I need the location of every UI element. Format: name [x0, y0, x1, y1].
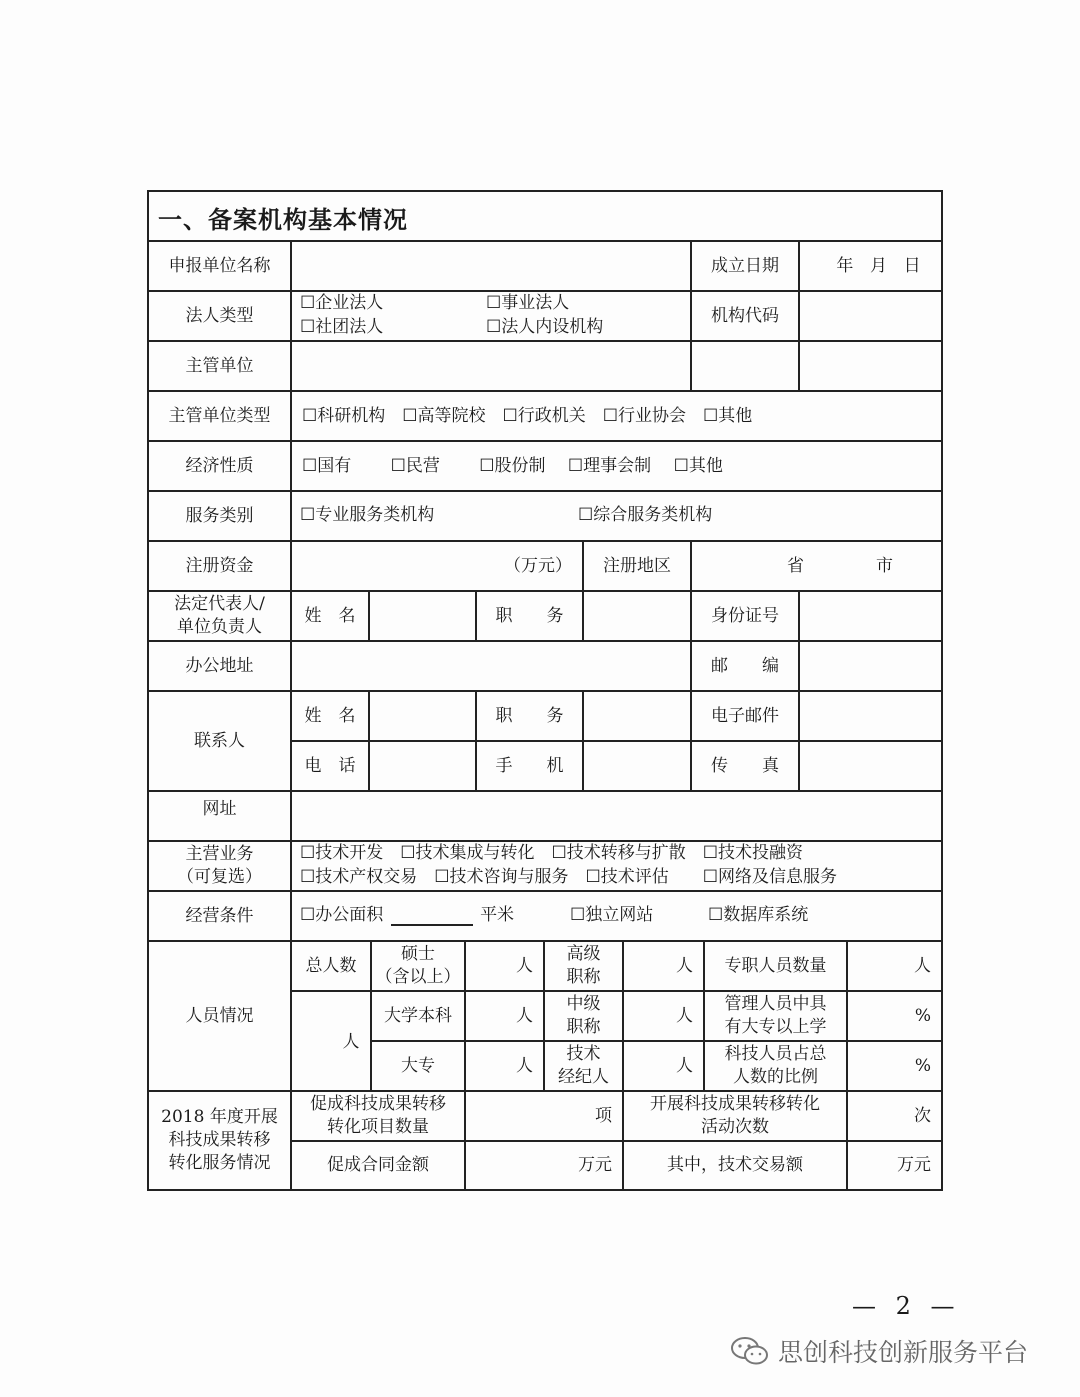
master-unit: 人: [516, 955, 533, 976]
label-contact-position: 职 务: [495, 705, 564, 726]
label-ratio-line2: 人数的比例: [733, 1067, 818, 1087]
label-fulltime-staff: 专职人员数量: [724, 955, 827, 976]
label-senior-title: [545, 942, 622, 990]
legal-type-internal-checkbox[interactable]: ☐法人内设机构: [486, 317, 604, 337]
label-mgmt-line2: 有大专以上学: [724, 1017, 827, 1037]
senior-unit: 人: [676, 955, 693, 976]
label-legal-rep-line1: 法定代表人/: [174, 594, 265, 614]
label-supervisor: 主管单位: [185, 355, 254, 376]
label-operating-conditions: 经营条件: [185, 905, 254, 926]
label-org-code: 机构代码: [711, 305, 779, 326]
label-tech-ratio: [705, 1042, 846, 1090]
label-fax: 传 真: [711, 755, 779, 776]
label-project-line1: 促成科技成果转移: [310, 1094, 446, 1114]
label-bachelor: 大学本科: [384, 1005, 452, 1026]
label-tech-broker: [545, 1042, 622, 1090]
year-label: 年: [836, 255, 854, 276]
label-2018-service: [149, 1092, 290, 1189]
label-mgmt-line1: 管理人员中具: [724, 994, 827, 1014]
own-website-checkbox[interactable]: ☐独立网站: [570, 905, 654, 925]
section-title: 一、备案机构基本情况: [158, 206, 408, 234]
label-ratio-line1: 科技人员占总: [724, 1044, 827, 1064]
day-label: 日: [903, 255, 921, 276]
label-2018-line2: 科技成果转移: [168, 1130, 271, 1150]
total-staff-unit: 人: [342, 1031, 360, 1052]
label-office-address: 办公地址: [185, 655, 254, 676]
label-tech-trade-amount: 其中，技术交易额: [667, 1155, 803, 1175]
month-label: 月: [869, 255, 887, 276]
label-contract-amount: 促成合同金额: [327, 1155, 429, 1175]
label-middle-line2: 职称: [566, 1017, 601, 1037]
label-middle-title: [545, 992, 622, 1040]
legal-type-institution-checkbox[interactable]: ☐事业法人: [486, 293, 570, 313]
label-master-line1: 硕士: [401, 944, 435, 964]
label-personnel: 人员情况: [185, 1005, 254, 1026]
label-rep-name: 姓 名: [304, 605, 356, 626]
label-website: 网址: [202, 798, 237, 819]
label-contact-name: 姓 名: [304, 705, 356, 726]
label-mobile: 手 机: [495, 755, 564, 776]
page-number: — 2 —: [852, 1292, 961, 1320]
label-mgmt-college: [705, 992, 846, 1040]
province-label: 省: [787, 555, 804, 576]
label-college: 大专: [401, 1055, 435, 1076]
label-2018-line3: 转化服务情况: [168, 1153, 271, 1173]
activity-count-unit: 次: [914, 1105, 931, 1126]
label-master: [372, 942, 464, 990]
mgmt-pct-unit: %: [914, 1005, 931, 1026]
service-comprehensive-checkbox[interactable]: ☐综合服务类机构: [578, 505, 713, 525]
label-project-line2: 转化项目数量: [327, 1117, 429, 1137]
wechat-icon: [730, 1336, 770, 1366]
city-label: 市: [876, 555, 893, 576]
bachelor-unit: 人: [516, 1005, 533, 1026]
label-contact: 联系人: [194, 730, 245, 751]
contract-amount-unit: 万元: [578, 1155, 612, 1175]
fulltime-unit: 人: [914, 955, 931, 976]
label-activity-line2: 活动次数: [701, 1117, 769, 1137]
label-main-business-line2: （可复选）: [177, 867, 262, 887]
supervisor-type-options[interactable]: ☐科研机构 ☐高等院校 ☐行政机关 ☐行业协会 ☐其他: [302, 405, 753, 426]
label-rep-position: 职 务: [495, 605, 564, 626]
label-id-number: 身份证号: [711, 605, 779, 626]
office-area-input[interactable]: [391, 906, 473, 926]
office-area-unit: 平米: [480, 905, 515, 925]
office-area-checkbox[interactable]: [300, 904, 514, 927]
economic-nature-options[interactable]: ☐国有 ☐民营 ☐股份制 ☐理事会制 ☐其他: [302, 455, 723, 476]
service-professional-checkbox[interactable]: ☐专业服务类机构: [300, 505, 435, 525]
tech-trade-unit: 万元: [897, 1155, 931, 1175]
label-legal-rep: [149, 592, 290, 640]
main-business-options-line2[interactable]: ☐技术产权交易 ☐技术咨询与服务 ☐技术评估 ☐网络及信息服务: [300, 867, 837, 887]
label-broker-line2: 经纪人: [558, 1067, 609, 1087]
label-phone: 电 话: [304, 755, 356, 776]
applicant-name-field[interactable]: [292, 242, 690, 290]
label-project-count: [292, 1092, 464, 1140]
project-count-unit: 项: [595, 1105, 612, 1126]
label-postcode: 邮 编: [711, 655, 779, 676]
label-registered-region: 注册地区: [603, 555, 671, 576]
label-economic-nature: 经济性质: [185, 455, 254, 476]
label-legal-rep-line2: 单位负责人: [177, 617, 262, 637]
watermark: [730, 1333, 1028, 1369]
label-registered-capital: 注册资金: [185, 555, 254, 576]
label-total-staff: 总人数: [305, 955, 357, 976]
registered-region-field[interactable]: [692, 542, 941, 590]
label-senior-line1: 高级: [566, 944, 601, 964]
legal-type-association-checkbox[interactable]: ☐社团法人: [300, 317, 384, 337]
legal-type-enterprise-checkbox[interactable]: ☐企业法人: [300, 293, 384, 313]
college-unit: 人: [516, 1055, 533, 1076]
founding-date-field[interactable]: [800, 242, 941, 290]
database-system-checkbox[interactable]: ☐数据库系统: [708, 905, 809, 925]
label-broker-line1: 技术: [566, 1044, 601, 1064]
office-area-label: ☐办公面积: [300, 905, 384, 925]
label-main-business-line1: 主营业务: [185, 844, 254, 864]
label-activity-count: [624, 1092, 846, 1140]
label-main-business: [149, 842, 290, 890]
label-legal-type: 法人类型: [185, 305, 254, 326]
label-master-line2: （含以上）: [375, 967, 461, 987]
label-applicant-name: 申报单位名称: [168, 255, 271, 276]
main-business-options-line1[interactable]: ☐技术开发 ☐技术集成与转化 ☐技术转移与扩散 ☐技术投融资: [300, 843, 803, 863]
watermark-text: 思创科技创新服务平台: [778, 1338, 1029, 1367]
broker-unit: 人: [676, 1055, 693, 1076]
label-supervisor-type: 主管单位类型: [168, 405, 271, 426]
label-activity-line1: 开展科技成果转移转化: [650, 1094, 820, 1114]
label-service-category: 服务类别: [185, 505, 254, 526]
label-2018-line1: 2018 年度开展: [161, 1107, 278, 1127]
label-middle-line1: 中级: [566, 994, 601, 1014]
ratio-pct-unit: %: [914, 1055, 931, 1076]
registered-capital-unit: （万元）: [504, 555, 572, 576]
middle-unit: 人: [676, 1005, 693, 1026]
label-founding-date: 成立日期: [711, 255, 779, 276]
label-senior-line2: 职称: [566, 967, 601, 987]
label-email: 电子邮件: [711, 705, 779, 726]
